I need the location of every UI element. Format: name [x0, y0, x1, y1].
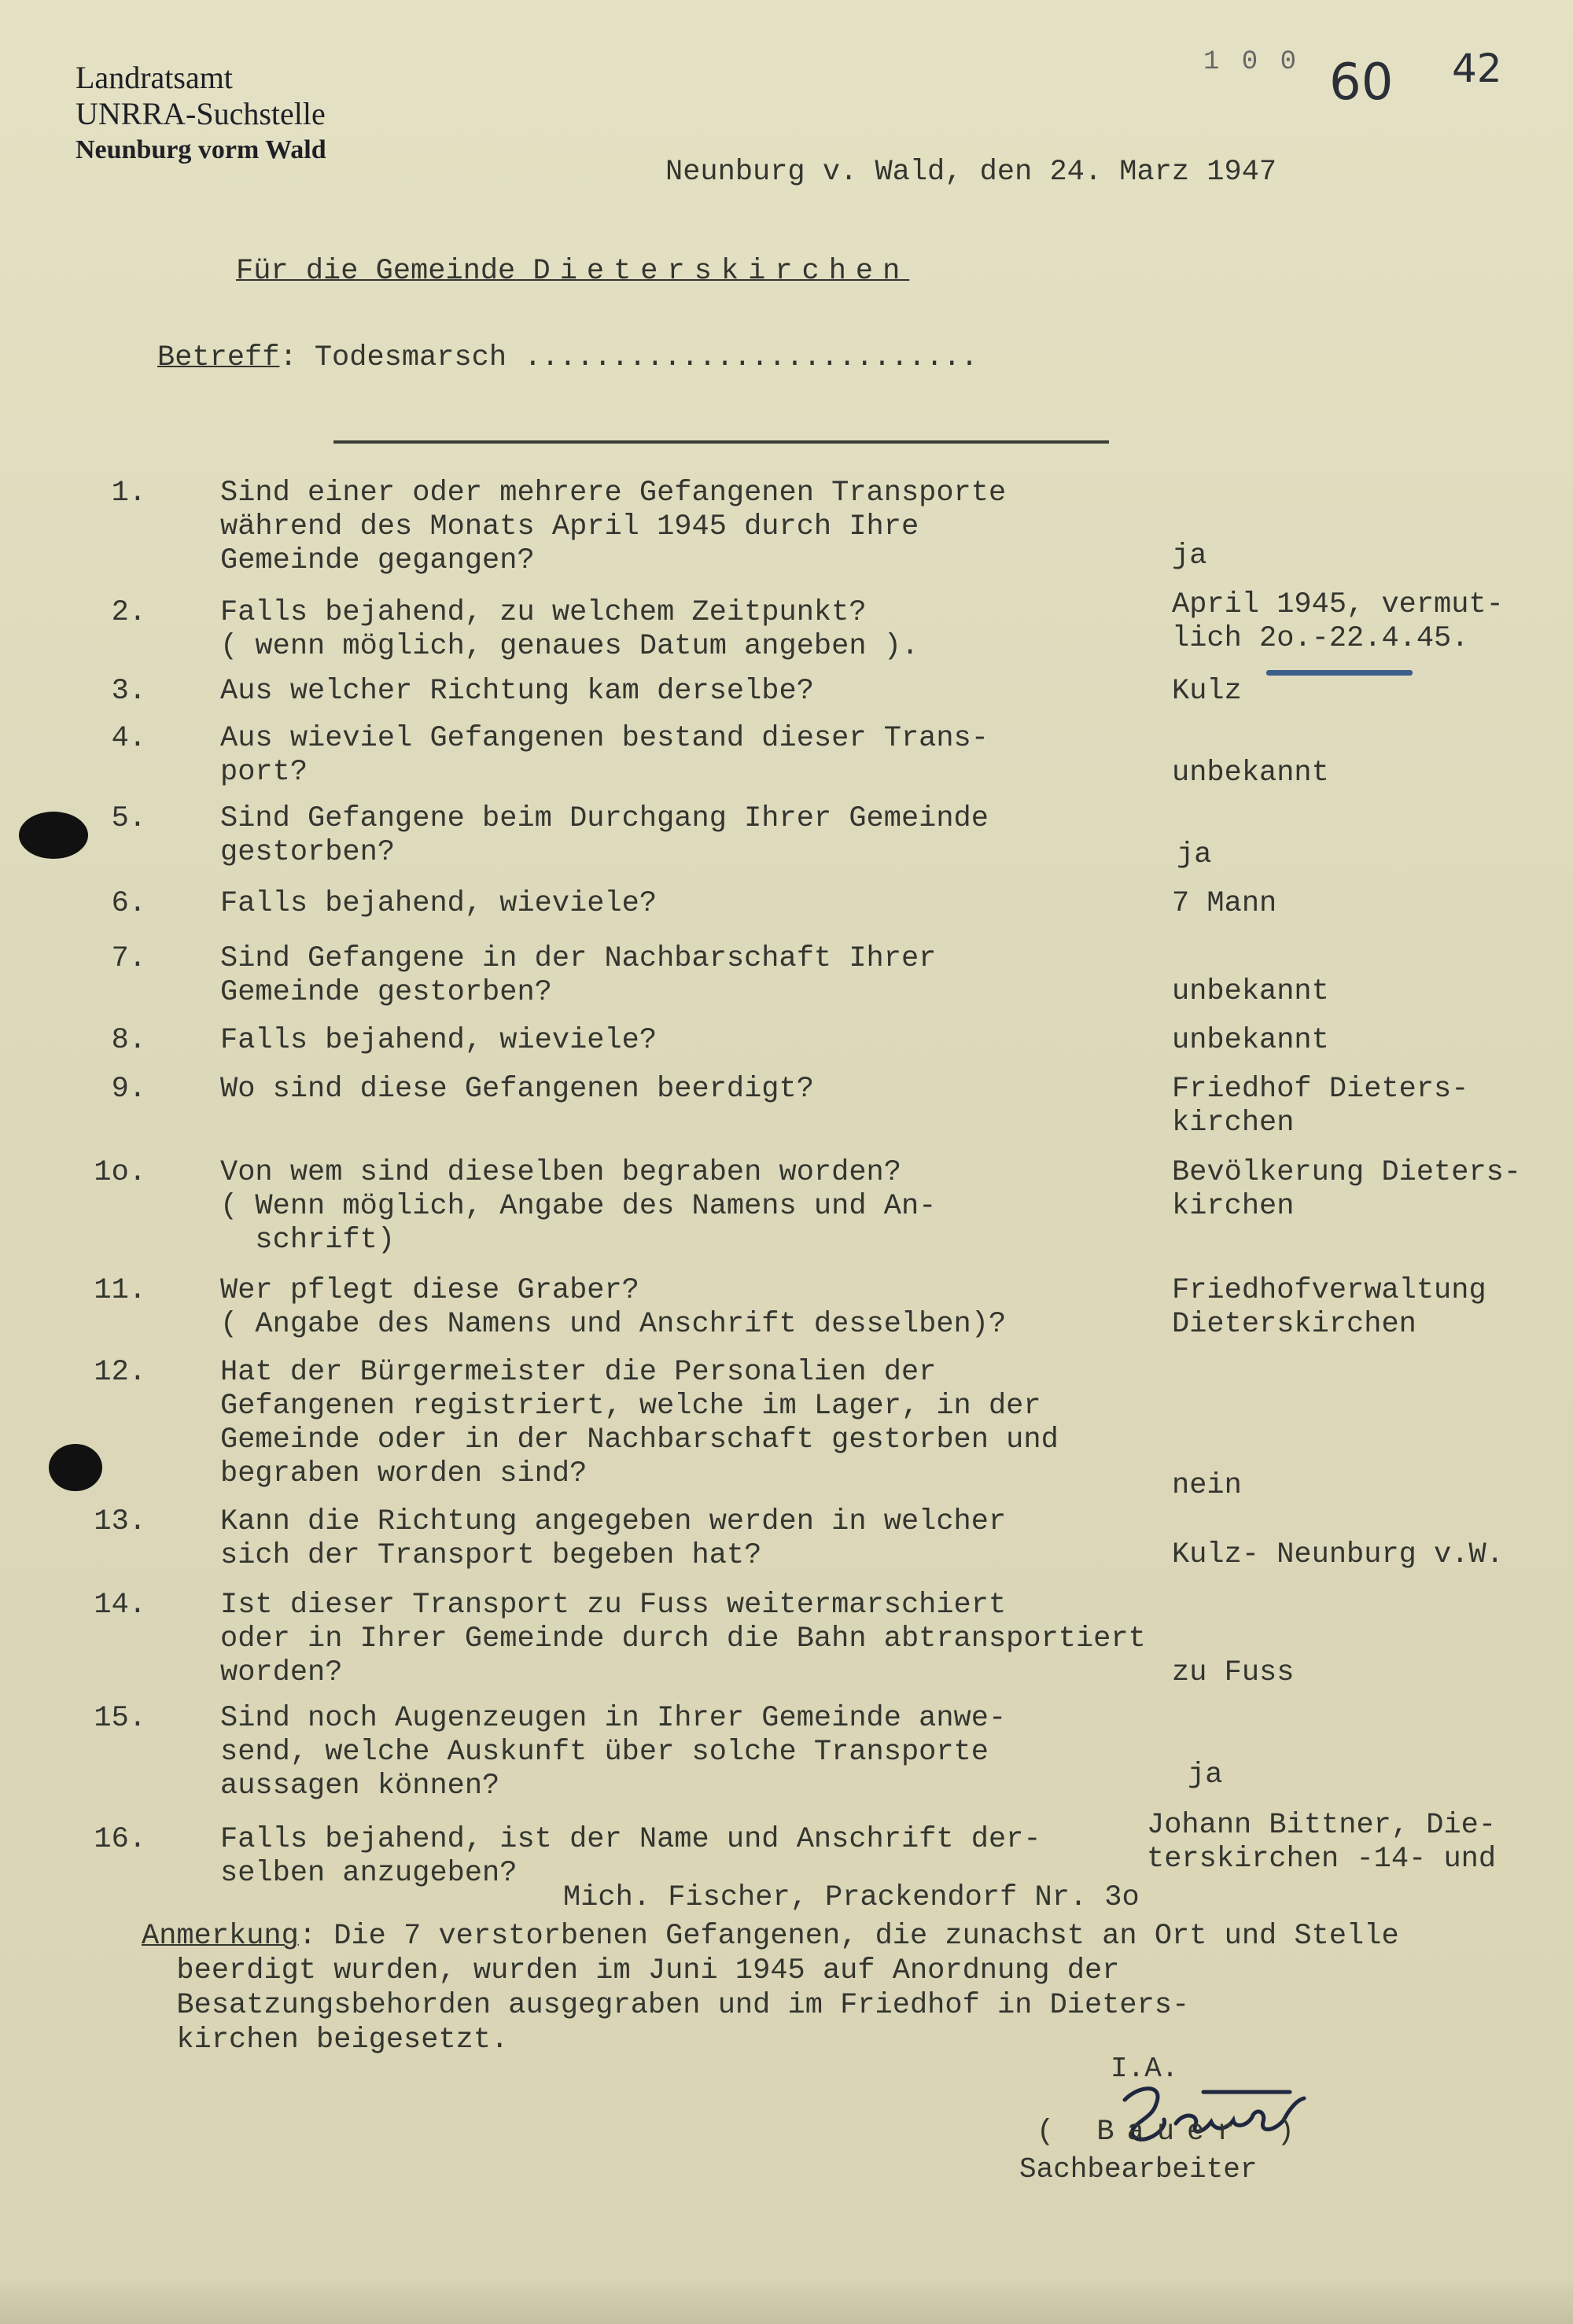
question-text: Sind Gefangene in der Nachbarschaft Ihrer Gemeinde gestorben? — [220, 942, 937, 1009]
question-number: 16. — [94, 1823, 146, 1856]
answer-text: Friedhofverwaltung Dieterskirchen — [1172, 1274, 1486, 1341]
answer-text: nein — [1172, 1469, 1242, 1502]
question-number: 11. — [94, 1274, 146, 1307]
remark — [142, 1919, 1399, 2057]
question-text: Falls bejahend, ist der Name und Anschrift der- selben anzugeben? — [220, 1823, 1041, 1890]
stamp-line-town: Neunburg vorm Wald — [76, 135, 326, 164]
question-number: 3. — [111, 675, 146, 708]
question-number: 1o. — [94, 1156, 146, 1189]
blue-pencil-mark — [1266, 670, 1413, 676]
punch-hole-bottom — [49, 1444, 102, 1491]
punch-hole-top — [19, 812, 88, 859]
question-number: 14. — [94, 1589, 146, 1622]
answer-text: ja — [1188, 1759, 1223, 1792]
question-text: Wo sind diese Gefangenen beerdigt? — [220, 1073, 814, 1106]
remark-text: : Die 7 verstorbenen Gefangenen, die zunachst an Ort und Stelle beerdigt wurden, wurden im Juni 1945 auf Anordnung der Besatzungsbehorden ausgegraben und im Friedhof in Dieters- kirchen beigesetzt. — [176, 1920, 1399, 2057]
subject-line — [157, 341, 978, 374]
remark-label: Anmerkung — [142, 1920, 299, 1953]
question-number: 2. — [111, 596, 146, 629]
dateline: Neunburg v. Wald, den 24. Marz 1947 — [665, 156, 1277, 189]
signatory-role: Sachbearbeiter — [1019, 2153, 1258, 2186]
question-text: Aus wieviel Gefangenen bestand dieser Trans- port? — [220, 722, 989, 789]
subject-label: Betreff — [157, 341, 280, 374]
recipient-prefix: Für die Gemeinde — [236, 255, 516, 288]
answer-text: April 1945, vermut- lich 2o.-22.4.45. — [1172, 588, 1504, 655]
question-text: Falls bejahend, zu welchem Zeitpunkt? ( wenn möglich, genaues Datum angeben ). — [220, 596, 919, 663]
question-number: 5. — [111, 802, 146, 835]
answer-text: Bevölkerung Dieters- kirchen — [1172, 1156, 1522, 1223]
answer-text: unbekannt — [1172, 1024, 1329, 1057]
answer-text: 7 Mann — [1172, 887, 1277, 920]
question-text: Sind einer oder mehrere Gefangenen Transporte während des Monats April 1945 durch Ihre Gemeinde gegangen? — [220, 477, 1007, 577]
signature-ia: I.A. — [1111, 2053, 1179, 2085]
answer-text: unbekannt — [1172, 757, 1329, 790]
question-number: 8. — [111, 1024, 146, 1057]
question-number: 1. — [111, 477, 146, 510]
signatory-name: ( Bauer ) — [1037, 2116, 1307, 2149]
question-text: Sind noch Augenzeugen in Ihrer Gemeinde anwe- send, welche Auskunft über solche Transporte aussagen können? — [220, 1702, 1007, 1803]
question-number: 9. — [111, 1073, 146, 1106]
separator-rule — [333, 440, 1109, 444]
reference-mark: 1 0 0 — [1203, 47, 1300, 77]
question-number: 12. — [94, 1356, 146, 1389]
question-text: Wer pflegt diese Graber? ( Angabe des Namens und Anschrift desselben)? — [220, 1274, 1007, 1341]
question-text: Von wem sind dieselben begraben worden? ( Wenn möglich, Angabe des Namens und An- schrift) — [220, 1156, 937, 1257]
stamp-line-unit: UNRRA-Suchstelle — [76, 96, 326, 131]
answer-text: Kulz- Neunburg v.W. — [1172, 1538, 1504, 1571]
question-number: 15. — [94, 1702, 146, 1735]
stamp-line-office: Landratsamt — [76, 60, 233, 95]
recipient-line — [236, 255, 909, 288]
question-number: 6. — [111, 887, 146, 920]
question-number: 4. — [111, 722, 146, 755]
question-text: Ist dieser Transport zu Fuss weitermarschiert oder in Ihrer Gemeinde durch die Bahn abtransportiert worden? — [220, 1589, 1146, 1689]
question-text: Hat der Bürgermeister die Personalien der Gefangenen registriert, welche im Lager, in der Gemeinde oder in der Nachbarschaft gestorben und begraben worden sind? — [220, 1356, 1059, 1490]
question-text: Kann die Richtung angegeben werden in welcher sich der Transport begeben hat? — [220, 1505, 1007, 1572]
question-text: Falls bejahend, wieviele? — [220, 887, 658, 920]
page-number-handwritten: 42 — [1452, 46, 1502, 91]
answer-text: ja — [1177, 838, 1212, 871]
question-text: Aus welcher Richtung kam derselbe? — [220, 675, 814, 708]
page-number: 60 — [1329, 53, 1394, 112]
answer-text: unbekannt — [1172, 975, 1329, 1008]
answer-text: Johann Bittner, Die- terskirchen -14- und — [1147, 1809, 1497, 1876]
answer-text: Kulz — [1172, 675, 1242, 708]
question-text: Falls bejahend, wieviele? — [220, 1024, 658, 1057]
recipient-name: Dieterskirchen — [532, 255, 910, 288]
question-text: Sind Gefangene beim Durchgang Ihrer Gemeinde gestorben? — [220, 802, 989, 869]
paper-bottom-edge — [0, 2277, 1573, 2324]
question-number: 13. — [94, 1505, 146, 1538]
answer-16-continuation: Mich. Fischer, Prackendorf Nr. 3o — [563, 1881, 1140, 1914]
question-number: 7. — [111, 942, 146, 975]
subject-text: : Todesmarsch .......................... — [279, 341, 978, 374]
answer-text: zu Fuss — [1172, 1656, 1295, 1689]
answer-text: Friedhof Dieters- kirchen — [1172, 1073, 1469, 1140]
office-stamp — [76, 60, 326, 168]
answer-text: ja — [1172, 540, 1207, 573]
